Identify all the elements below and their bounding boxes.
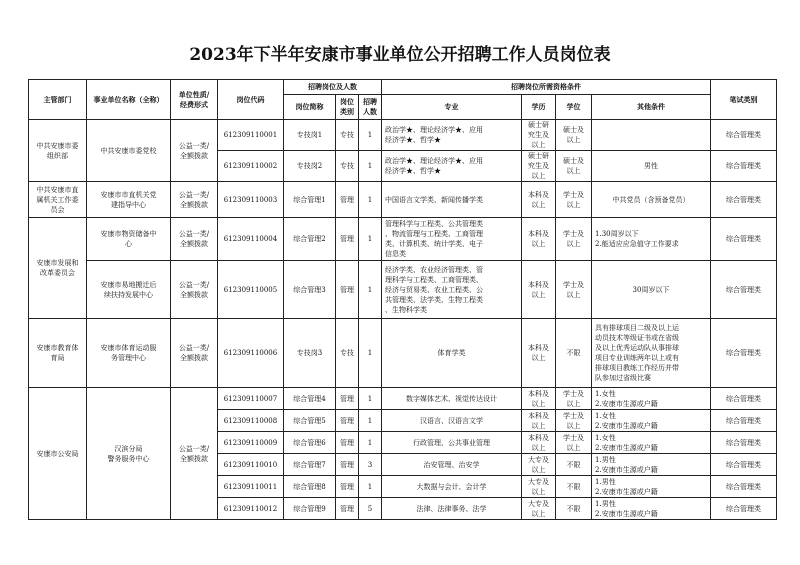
exam-cell: 综合管理类 (711, 410, 777, 432)
major-cell: 经济学类、农业经济管理类、管 理科学与工程类、工商管理类、 经济与贸易类、农业工程类、公 共管理类、法学类、生物工程类 、生物科学类 (382, 261, 522, 319)
major-cell: 法律、法律事务、法学 (382, 498, 522, 520)
exam-cell: 综合管理类 (711, 454, 777, 476)
degree-cell: 硕士及 以上 (556, 120, 592, 151)
edu-cell: 大专及 以上 (522, 454, 556, 476)
type-cell: 管理 (336, 410, 359, 432)
header-group-post: 招聘岗位及人数 (284, 80, 382, 95)
code-cell: 612309110001 (218, 120, 284, 151)
edu-cell: 大专及 以上 (522, 476, 556, 498)
other-cell: 30周岁以下 (592, 261, 711, 319)
edu-cell: 本科及 以上 (522, 319, 556, 388)
nature-cell: 公益一类/ 全额拨款 (171, 261, 218, 319)
type-cell: 专技 (336, 319, 359, 388)
nature-cell: 公益一类/ 全额拨款 (171, 218, 218, 261)
type-cell: 管理 (336, 476, 359, 498)
degree-cell: 学士及 以上 (556, 410, 592, 432)
edu-cell: 本科及 以上 (522, 261, 556, 319)
other-cell: 男性 (592, 151, 711, 182)
dept-cell: 中共安康市直 属机关工作委 员会 (29, 182, 87, 218)
exam-cell: 综合管理类 (711, 120, 777, 151)
major-cell: 治安管理、治安学 (382, 454, 522, 476)
degree-cell: 不限 (556, 476, 592, 498)
exam-cell: 综合管理类 (711, 218, 777, 261)
edu-cell: 本科及 以上 (522, 218, 556, 261)
unit-cell: 汉滨分局 警务服务中心 (87, 388, 171, 520)
post-cell: 综合管理5 (284, 410, 336, 432)
table-row (29, 261, 777, 319)
type-cell: 管理 (336, 432, 359, 454)
major-cell: 政治学★、理论经济学★、应用 经济学★、哲学★ (382, 120, 522, 151)
count-cell: 1 (359, 120, 382, 151)
degree-cell: 硕士及 以上 (556, 151, 592, 182)
header-other: 其他条件 (592, 95, 711, 120)
edu-cell: 大专及 以上 (522, 498, 556, 520)
unit-cell: 安康市物资储备中 心 (87, 218, 171, 261)
header-code: 岗位代码 (218, 80, 284, 120)
type-cell: 管理 (336, 182, 359, 218)
dept-cell: 中共安康市委 组织部 (29, 120, 87, 182)
type-cell: 管理 (336, 261, 359, 319)
exam-cell: 综合管理类 (711, 261, 777, 319)
dept-cell: 安康市公安局 (29, 388, 87, 520)
major-cell: 中国语言文学类、新闻传播学类 (382, 182, 522, 218)
post-cell: 综合管理1 (284, 182, 336, 218)
code-cell: 612309110004 (218, 218, 284, 261)
post-cell: 综合管理3 (284, 261, 336, 319)
code-cell: 612309110010 (218, 454, 284, 476)
degree-cell: 不限 (556, 319, 592, 388)
count-cell: 3 (359, 454, 382, 476)
post-cell: 综合管理6 (284, 432, 336, 454)
unit-cell: 安康市市直机关党 建指导中心 (87, 182, 171, 218)
post-cell: 专技岗1 (284, 120, 336, 151)
edu-cell: 硕士研 究生及 以上 (522, 151, 556, 182)
degree-cell: 学士及 以上 (556, 261, 592, 319)
count-cell: 1 (359, 261, 382, 319)
header-post-name: 岗位简称 (284, 95, 336, 120)
post-cell: 综合管理2 (284, 218, 336, 261)
header-post-type: 岗位 类别 (336, 95, 359, 120)
degree-cell: 学士及 以上 (556, 388, 592, 410)
major-cell: 体育学类 (382, 319, 522, 388)
code-cell: 612309110011 (218, 476, 284, 498)
count-cell: 5 (359, 498, 382, 520)
nature-cell: 公益一类/ 全额拨款 (171, 319, 218, 388)
major-cell: 行政管理、公共事业管理 (382, 432, 522, 454)
other-cell: 1.女性 2.安康市生源或户籍 (592, 388, 711, 410)
post-cell: 综合管理8 (284, 476, 336, 498)
count-cell: 1 (359, 410, 382, 432)
header-edu: 学历 (522, 95, 556, 120)
other-cell: 具有排球项目二级及以上运 动员技术等级证书或在省级 及以上优秀运动队从事排球 项目专业训练两年以上或有 排球项目教练工作经历并带 队参加过省级比赛 (592, 319, 711, 388)
exam-cell: 综合管理类 (711, 388, 777, 410)
positions-table (28, 79, 777, 520)
type-cell: 专技 (336, 120, 359, 151)
other-cell: 1.30周岁以下 2.能适应应急值守工作要求 (592, 218, 711, 261)
major-cell: 大数据与会计、会计学 (382, 476, 522, 498)
exam-cell: 综合管理类 (711, 432, 777, 454)
major-cell: 管理科学与工程类、公共管理类 、物流管理与工程类、工商管理 类、计算机类、统计学类、电子 信息类 (382, 218, 522, 261)
exam-cell: 综合管理类 (711, 498, 777, 520)
count-cell: 1 (359, 151, 382, 182)
unit-cell: 安康市易地搬迁后 续扶持发展中心 (87, 261, 171, 319)
edu-cell: 本科及 以上 (522, 432, 556, 454)
nature-cell: 公益一类/ 全额拨款 (171, 120, 218, 182)
code-cell: 612309110007 (218, 388, 284, 410)
header-count: 招聘 人数 (359, 95, 382, 120)
edu-cell: 本科及 以上 (522, 182, 556, 218)
major-cell: 数字媒体艺术、视觉传达设计 (382, 388, 522, 410)
other-cell: 1.男性 2.安康市生源或户籍 (592, 454, 711, 476)
degree-cell: 学士及 以上 (556, 218, 592, 261)
nature-cell: 公益一类/ 全额拨款 (171, 388, 218, 520)
header-major: 专业 (382, 95, 522, 120)
header-dept: 主管部门 (29, 80, 87, 120)
header-exam: 笔试类别 (711, 80, 777, 120)
code-cell: 612309110006 (218, 319, 284, 388)
edu-cell: 本科及 以上 (522, 410, 556, 432)
exam-cell: 综合管理类 (711, 182, 777, 218)
type-cell: 管理 (336, 218, 359, 261)
degree-cell: 不限 (556, 454, 592, 476)
other-cell: 1.女性 2.安康市生源或户籍 (592, 432, 711, 454)
post-cell: 专技岗3 (284, 319, 336, 388)
edu-cell: 本科及 以上 (522, 388, 556, 410)
header-group-req: 招聘岗位所需资格条件 (382, 80, 711, 95)
header-unit: 事业单位名称（全称） (87, 80, 171, 120)
dept-cell: 安康市发展和 改革委员会 (29, 218, 87, 319)
unit-cell: 安康市体育运动服 务管理中心 (87, 319, 171, 388)
count-cell: 1 (359, 432, 382, 454)
code-cell: 612309110012 (218, 498, 284, 520)
type-cell: 专技 (336, 151, 359, 182)
dept-cell: 安康市教育体 育局 (29, 319, 87, 388)
post-cell: 综合管理4 (284, 388, 336, 410)
count-cell: 1 (359, 182, 382, 218)
type-cell: 管理 (336, 498, 359, 520)
count-cell: 1 (359, 218, 382, 261)
edu-cell: 硕士研 究生及 以上 (522, 120, 556, 151)
table-row (29, 388, 777, 410)
exam-cell: 综合管理类 (711, 319, 777, 388)
page-title: 2023年下半年安康市事业单位公开招聘工作人员岗位表 (189, 45, 611, 65)
table-row (29, 319, 777, 388)
header-degree: 学位 (556, 95, 592, 120)
type-cell: 管理 (336, 454, 359, 476)
exam-cell: 综合管理类 (711, 476, 777, 498)
degree-cell: 不限 (556, 498, 592, 520)
exam-cell: 综合管理类 (711, 151, 777, 182)
count-cell: 1 (359, 319, 382, 388)
table-row (29, 120, 777, 151)
code-cell: 612309110002 (218, 151, 284, 182)
other-cell: 1.男性 2.安康市生源或户籍 (592, 498, 711, 520)
type-cell: 管理 (336, 388, 359, 410)
other-cell: 1.男性 2.安康市生源或户籍 (592, 476, 711, 498)
unit-cell: 中共安康市委党校 (87, 120, 171, 182)
major-cell: 汉语言、汉语言文学 (382, 410, 522, 432)
degree-cell: 学士及 以上 (556, 432, 592, 454)
code-cell: 612309110003 (218, 182, 284, 218)
code-cell: 612309110005 (218, 261, 284, 319)
degree-cell: 学士及 以上 (556, 182, 592, 218)
other-cell (592, 120, 711, 151)
code-cell: 612309110008 (218, 410, 284, 432)
count-cell: 1 (359, 476, 382, 498)
post-cell: 专技岗2 (284, 151, 336, 182)
count-cell: 1 (359, 388, 382, 410)
other-cell: 1.女性 2.安康市生源或户籍 (592, 410, 711, 432)
table-row (29, 218, 777, 261)
table-row (29, 182, 777, 218)
other-cell: 中共党员（含预备党员） (592, 182, 711, 218)
header-nature: 单位性质/ 经费形式 (171, 80, 218, 120)
post-cell: 综合管理9 (284, 498, 336, 520)
code-cell: 612309110009 (218, 432, 284, 454)
post-cell: 综合管理7 (284, 454, 336, 476)
nature-cell: 公益一类/ 全额拨款 (171, 182, 218, 218)
major-cell: 政治学★、理论经济学★、应用 经济学★、哲学★ (382, 151, 522, 182)
